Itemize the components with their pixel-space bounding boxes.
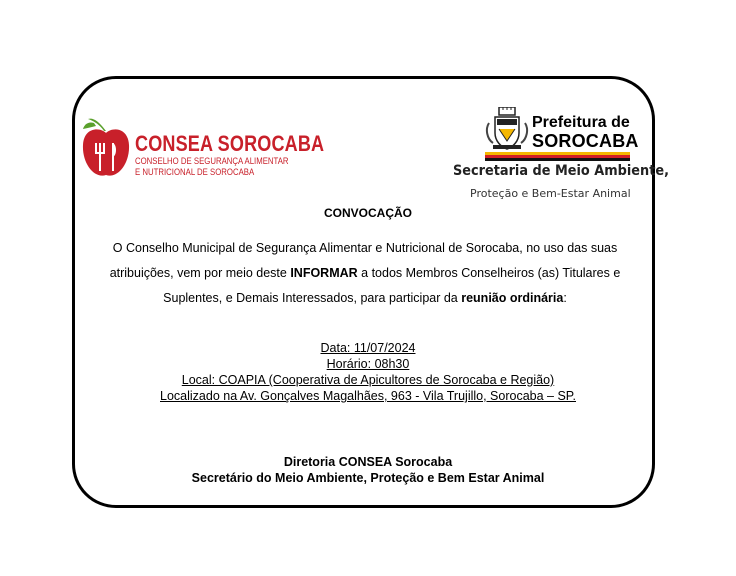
prefeitura-line1: Prefeitura de bbox=[532, 114, 630, 131]
consea-name: CONSEA SOROCABA bbox=[135, 131, 325, 156]
convocation-paragraph: O Conselho Municipal de Segurança Alimentar e Nutricional de Sorocaba, no uso das suas atribuições, vem por meio deste INFORMAR a todos Membros Conselheiros (as) Titulares e Suplentes, e Demais Interessados, para participar da reunião ordinária: bbox=[109, 241, 621, 305]
consea-subtitle: CONSELHO DE SEGURANÇA ALIMENTAR E NUTRICIONAL DE SOROCABA bbox=[135, 156, 289, 178]
meeting-details bbox=[0, 340, 736, 404]
signature-block bbox=[0, 454, 736, 486]
signature-line2: Secretário do Meio Ambiente, Proteção e Bem Estar Animal bbox=[191, 471, 545, 485]
prefeitura-stripes bbox=[485, 152, 630, 161]
bold-reuniao: reunião ordinária bbox=[461, 291, 564, 305]
secretaria-name: Secretaria de Meio Ambiente, bbox=[453, 163, 669, 179]
coat-of-arms-icon bbox=[485, 107, 529, 151]
meeting-time: Horário: 08h30 bbox=[326, 357, 410, 371]
apple-fork-icon bbox=[80, 113, 132, 183]
document-title: CONVOCAÇÃO bbox=[323, 206, 412, 220]
meeting-address: Localizado na Av. Gonçalves Magalhães, 963 - Vila Trujillo, Sorocaba – SP. bbox=[160, 389, 576, 403]
prefeitura-logo bbox=[453, 105, 669, 205]
meeting-place: Local: COAPIA (Cooperativa de Apicultores de Sorocaba e Região) bbox=[181, 373, 555, 387]
bold-informar: INFORMAR bbox=[290, 266, 358, 280]
meeting-date: Data: 11/07/2024 bbox=[320, 341, 416, 355]
prefeitura-line2: SOROCABA bbox=[532, 131, 639, 151]
consea-logo bbox=[80, 113, 325, 183]
secretaria-subtitle: Proteção e Bem-Estar Animal bbox=[470, 187, 631, 200]
signature-line1: Diretoria CONSEA Sorocaba bbox=[283, 455, 453, 469]
